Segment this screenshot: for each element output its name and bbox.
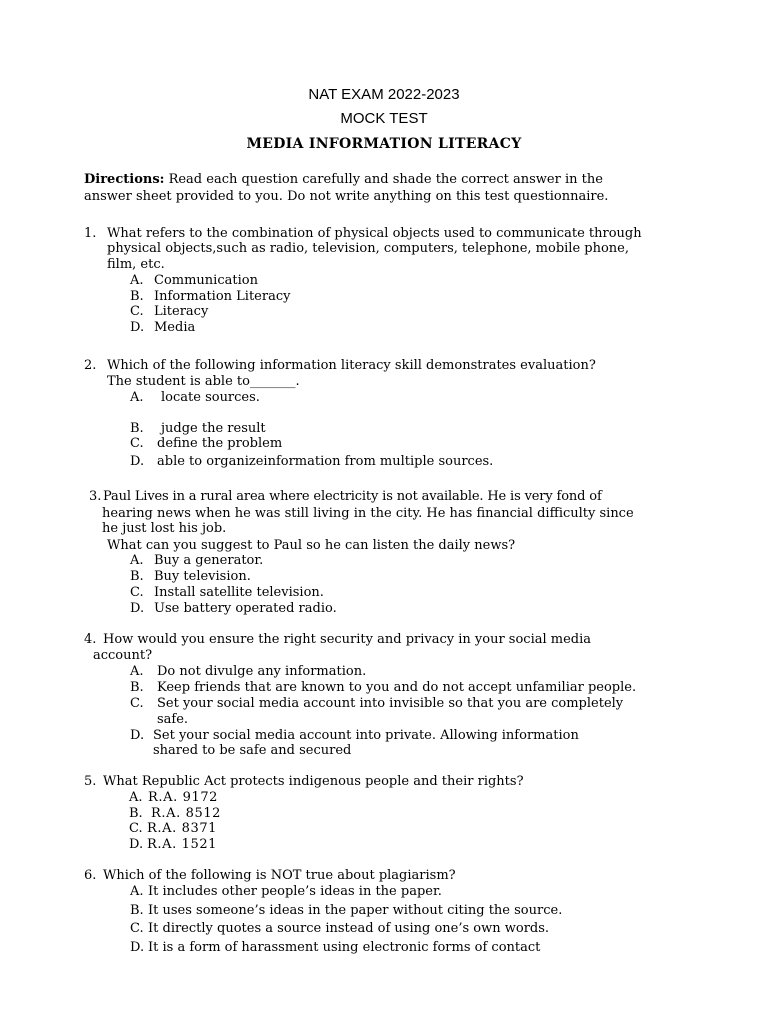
question-text: How would you ensure the right security and privacy in your social media [103, 632, 592, 647]
question-text: The student is able to_______. [107, 374, 300, 389]
directions-line-2: answer sheet provided to you. Do not write anything on this test questionnaire. [84, 189, 609, 204]
question-text: Which of the following information literacy skill demonstrates evaluation? [107, 358, 596, 373]
mock-test-title: MOCK TEST [340, 110, 428, 127]
choice-letter: C. [130, 304, 144, 319]
choice-letter: D. [130, 940, 145, 955]
choice-text: It uses someone’s ideas in the paper without citing the source. [148, 903, 563, 918]
choice-letter: A. [130, 390, 144, 405]
directions-label: Directions: [84, 172, 165, 187]
choice-text: locate sources. [161, 390, 260, 405]
choice-text: R.A. 1521 [147, 837, 218, 852]
choice-text: Buy television. [154, 569, 251, 584]
choice-letter: A. [129, 790, 143, 805]
choice-letter: C. [130, 436, 144, 451]
choice-text: able to organizeinformation from multiple sources. [157, 454, 494, 469]
question-number: 1. [84, 226, 97, 241]
question-text: Which of the following is NOT true about plagiarism? [103, 868, 456, 883]
question-number: 5. [84, 774, 97, 789]
choice-letter: D. [130, 320, 145, 335]
choice-letter: B. [130, 680, 144, 695]
question-text: hearing news when he was still living in the city. He has financial difficulty since [102, 506, 634, 521]
choice-text: It includes other people’s ideas in the paper. [148, 884, 442, 899]
choice-letter: B. [130, 903, 144, 918]
choice-letter: B. [130, 569, 144, 584]
question-text: account? [93, 648, 153, 663]
choice-letter: D. [130, 728, 145, 743]
choice-text: R.A. 9172 [148, 790, 219, 805]
choice-letter: D. [129, 837, 144, 852]
choice-text: define the problem [157, 436, 283, 451]
question-text: physical objects,such as radio, television, computers, telephone, mobile phone, [107, 241, 630, 256]
question-text: What Republic Act protects indigenous people and their rights? [103, 774, 524, 789]
question-text: Paul Lives in a rural area where electricity is not available. He is very fond of [103, 489, 602, 504]
choice-text: Communication [154, 273, 258, 288]
choice-text: Set your social media account into private. Allowing information [153, 728, 579, 743]
choice-letter: B. [130, 421, 144, 436]
choice-text: Use battery operated radio. [154, 601, 337, 616]
choice-text: Do not divulge any information. [157, 664, 367, 679]
choice-letter: D. [130, 454, 145, 469]
choice-text: It directly quotes a source instead of using one’s own words. [148, 921, 550, 936]
choice-letter: B. [129, 806, 143, 821]
question-text: What refers to the combination of physical objects used to communicate through [107, 226, 642, 241]
choice-letter: B. [130, 289, 144, 304]
choice-text-continued: safe. [157, 712, 189, 727]
exam-title: NAT EXAM 2022-2023 [308, 86, 460, 103]
choice-text-continued: shared to be safe and secured [153, 743, 352, 758]
choice-text: Literacy [154, 304, 209, 319]
choice-text: Buy a generator. [154, 553, 264, 568]
choice-text: Information Literacy [154, 289, 291, 304]
choice-letter: A. [130, 273, 144, 288]
directions-line-1: Directions: Read each question carefully and shade the correct answer in the [84, 172, 603, 187]
choice-letter: A. [130, 664, 144, 679]
choice-text: Set your social media account into invisible so that you are completely [157, 696, 624, 711]
subject-title: MEDIA INFORMATION LITERACY [246, 136, 522, 152]
choice-text: Install satellite television. [154, 585, 324, 600]
question-number: 2. [84, 358, 97, 373]
question-text: What can you suggest to Paul so he can listen the daily news? [107, 538, 516, 553]
choice-letter: C. [130, 921, 144, 936]
choice-text: It is a form of harassment using electronic forms of contact [148, 940, 541, 955]
choice-letter: C. [130, 585, 144, 600]
choice-text: R.A. 8371 [147, 821, 218, 836]
question-number: 3. [89, 489, 102, 504]
choice-text: R.A. 8512 [151, 806, 222, 821]
choice-text: Media [154, 320, 196, 335]
choice-letter: A. [130, 553, 144, 568]
choice-text: judge the result [161, 421, 266, 436]
question-text: film, etc. [107, 257, 165, 272]
question-text: he just lost his job. [102, 521, 227, 536]
question-number: 6. [84, 868, 97, 883]
question-number: 4. [84, 632, 97, 647]
choice-letter: C. [130, 696, 144, 711]
choice-text: Keep friends that are known to you and do not accept unfamiliar people. [157, 680, 637, 695]
choice-letter: C. [129, 821, 143, 836]
choice-letter: A. [130, 884, 144, 899]
choice-letter: D. [130, 601, 145, 616]
